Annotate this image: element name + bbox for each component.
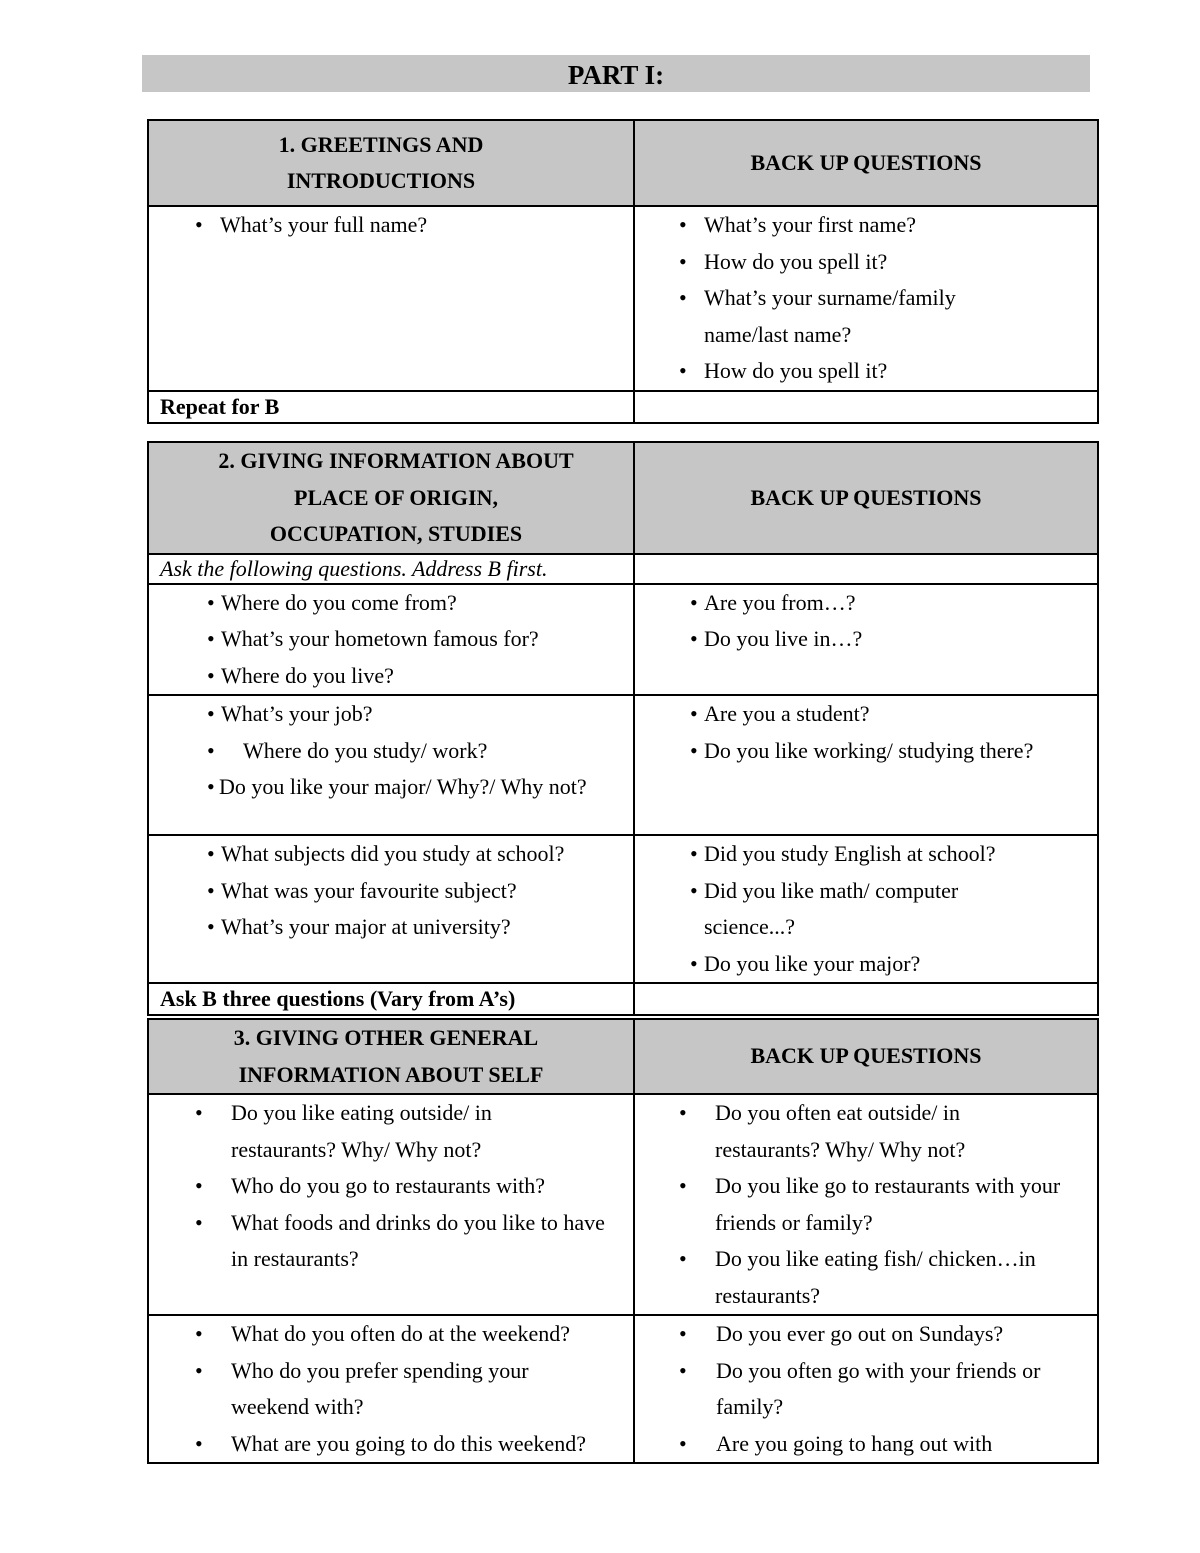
list-item: • What’s your job? [149,696,633,733]
list-item: • Did you like math/ computer science...? [635,873,1097,946]
section-3-group-1-backup [634,1094,1098,1315]
section-2-table [147,441,1099,1016]
list-item: • Who do you go to restaurants with? [149,1168,633,1205]
section-2-group-2-backup [634,695,1098,835]
header-line: 3. GIVING OTHER GENERAL [233,1025,539,1050]
section-3-header [148,1019,634,1094]
list-item: • Do you often go with your friends or family? [635,1353,1097,1426]
list-item: • Are you from…? [635,585,1097,622]
section-3-group-2-main [148,1315,634,1463]
list-item: • How do you spell it? [635,244,1097,281]
header-line: OCCUPATION, STUDIES [269,521,523,546]
list-item: • What’s your major at university? [149,909,633,946]
section-3-group-2-backup [634,1315,1098,1463]
section-2-footer-empty [634,983,1098,1015]
section-1-footer-empty [634,391,1098,423]
section-2-group-2-main [148,695,634,835]
list-item [635,280,1097,353]
list-item-text: • What’s your surname/family name/last name? [704,285,956,347]
list-item: • What’s your hometown famous for? [149,621,633,658]
section-2-group-3-backup [634,835,1098,983]
header-line: PLACE OF ORIGIN, [294,484,498,510]
list-item: • What subjects did you study at school? [149,836,633,873]
section-1-footer: Repeat for B [148,391,634,423]
section-2-instruction: Ask the following questions. Address B first. [148,554,634,584]
section-2-instruction-empty [634,554,1098,584]
header-line: INFORMATION ABOUT SELF [238,1061,544,1087]
list-item: • Did you study English at school? [635,836,1097,873]
list-item: • Who do you prefer spending your weekend with? [149,1353,633,1426]
list-item: • What’s your first name? [635,207,1097,244]
list-item: • Do you like eating fish/ chicken…in restaurants? [635,1241,1097,1314]
list-item: • Do you often eat outside/ in restaurants? Why/ Why not? [635,1095,1097,1168]
list-item: • Do you like eating outside/ in restaurants? Why/ Why not? [149,1095,633,1168]
list-item: • Do you like working/ studying there? [635,733,1097,770]
list-item: • Are you going to hang out with [635,1426,1097,1463]
list-item: • Where do you study/ work? [149,733,633,770]
section-3-table [147,1018,1099,1464]
list-item: • Do you like go to restaurants with your friends or family? [635,1168,1097,1241]
list-item: • Do you live in…? [635,621,1097,658]
list-item: • Are you a student? [635,696,1097,733]
list-item: • Where do you live? [149,658,633,695]
section-1-backup-questions [634,206,1098,391]
list-item: • What foods and drinks do you like to have in restaurants? [149,1205,633,1278]
section-1-header [148,120,634,206]
section-2-group-3-main [148,835,634,983]
header-line: 2. GIVING INFORMATION ABOUT [218,448,574,473]
section-2-backup-header: BACK UP QUESTIONS [634,442,1098,554]
section-2-group-1-main [148,584,634,696]
section-1-table [147,119,1099,424]
header-line: 1. GREETINGS AND [278,131,484,157]
list-item: • Do you like your major? [635,946,1097,983]
list-item: • What was your favourite subject? [149,873,633,910]
page-title: PART I: [142,55,1090,92]
section-2-header [148,442,634,554]
section-3-group-1-main [148,1094,634,1315]
list-item: • Where do you come from? [149,585,633,622]
section-2-group-1-backup [634,584,1098,696]
section-1-main-questions [148,206,634,391]
list-item: • How do you spell it? [635,353,1097,390]
header-line: INTRODUCTIONS [286,168,476,193]
list-item: • What are you going to do this weekend? [149,1426,633,1463]
list-item: • Do you ever go out on Sundays? [635,1316,1097,1353]
section-3-backup-header: BACK UP QUESTIONS [634,1019,1098,1094]
list-item: • What do you often do at the weekend? [149,1316,633,1353]
section-1-backup-header: BACK UP QUESTIONS [634,120,1098,206]
list-item: • Do you like your major/ Why?/ Why not? [149,769,633,806]
list-item: • What’s your full name? [149,207,633,244]
section-2-footer: Ask B three questions (Vary from A’s) [148,983,634,1015]
